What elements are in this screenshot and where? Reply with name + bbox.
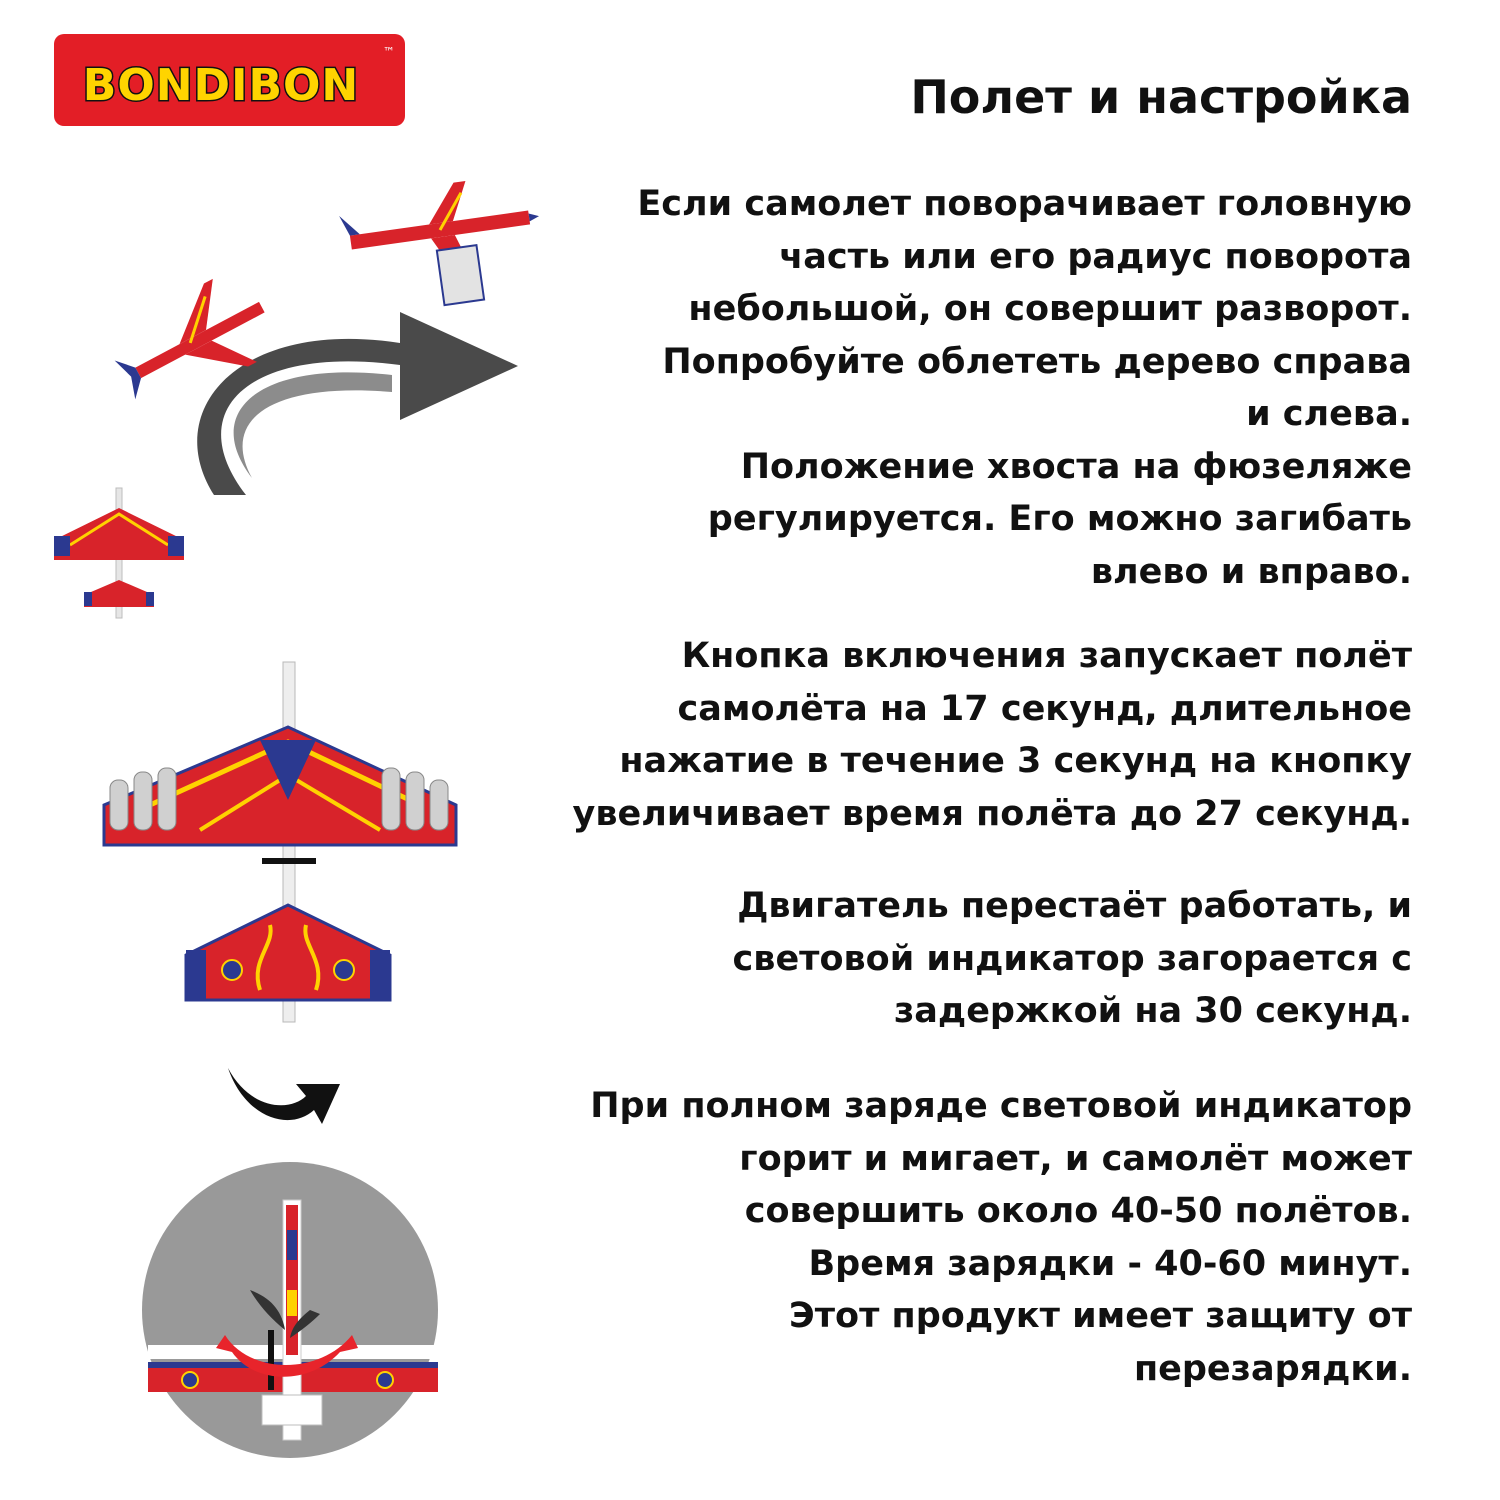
svg-text:™: ™ — [383, 45, 395, 59]
text-line: Положение хвоста на фюзеляже — [740, 446, 1412, 487]
text-line: небольшой, он совершит разворот. — [688, 289, 1412, 329]
text-line: При полном заряде световой индикатор — [590, 1086, 1412, 1126]
text-line: световой индикатор загорается с — [732, 938, 1412, 979]
gray-turn-arrow-icon — [197, 312, 518, 495]
plane-topview-large-icon — [104, 662, 456, 1022]
text-line: Время зарядки - 40-60 минут. — [808, 1243, 1412, 1284]
tail-closeup-circle-icon — [142, 1162, 438, 1458]
text-line: самолёта на 17 секунд, длительное — [677, 688, 1412, 729]
svg-text:BONDIBON: BONDIBON — [82, 60, 360, 111]
illustrations — [0, 0, 560, 1500]
plane-climbing-icon — [337, 172, 550, 318]
text-line: нажатие в течение 3 секунд на кнопку — [619, 741, 1412, 781]
text-line: увеличивает время полёта до 27 секунд. — [572, 793, 1412, 834]
text-line: Кнопка включения запускает полёт — [681, 636, 1412, 676]
text-line: регулируется. Его можно загибать — [707, 499, 1412, 539]
text-line: и слева. — [1246, 394, 1412, 434]
text-line: Если самолет поворачивает головную — [637, 184, 1412, 224]
paragraph-charging — [590, 1080, 1412, 1395]
text-line: Этот продукт имеет защиту от — [789, 1296, 1412, 1336]
plane-topview-small-icon — [54, 488, 184, 618]
page-title: Полет и настройка — [910, 70, 1412, 124]
black-curved-arrow-icon — [228, 1068, 340, 1124]
paragraph-power-button — [573, 630, 1412, 840]
text-line: часть или его радиус поворота — [779, 236, 1412, 277]
paragraph-motor-stop — [733, 880, 1412, 1038]
text-line: Попробуйте облететь дерево справа — [662, 341, 1412, 382]
paragraph-turning — [637, 178, 1412, 598]
text-line: перезарядки. — [1133, 1348, 1412, 1389]
text-line: задержкой на 30 секунд. — [893, 991, 1412, 1031]
text-line: горит и мигает, и самолёт может — [739, 1138, 1412, 1179]
text-line: совершить около 40-50 полётов. — [744, 1191, 1412, 1231]
text-line: влево и вправо. — [1090, 551, 1412, 592]
text-line: Двигатель перестаёт работать, и — [737, 886, 1412, 926]
